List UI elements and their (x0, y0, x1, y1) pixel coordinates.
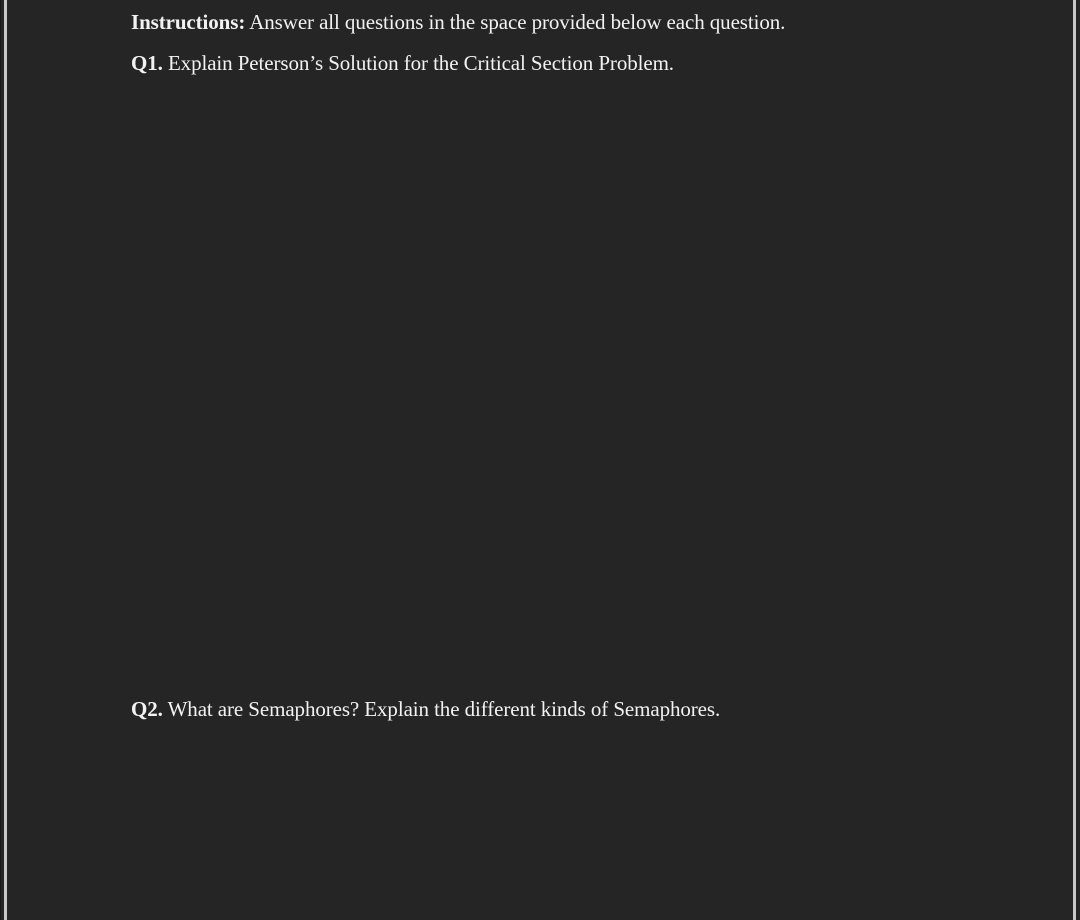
question-2-text: What are Semaphores? Explain the different kinds of Semaphores. (167, 697, 721, 721)
left-border (0, 0, 7, 920)
instructions-label: Instructions: (131, 10, 246, 34)
instructions-line (131, 9, 785, 35)
question-1 (131, 50, 674, 76)
right-border (1073, 0, 1080, 920)
instructions-text: Answer all questions in the space provided below each question. (249, 10, 786, 34)
question-1-number: Q1. (131, 51, 163, 75)
question-2-number: Q2. (131, 697, 163, 721)
document-page (7, 0, 1073, 920)
question-1-text: Explain Peterson’s Solution for the Critical Section Problem. (167, 51, 674, 75)
question-2 (131, 696, 720, 722)
